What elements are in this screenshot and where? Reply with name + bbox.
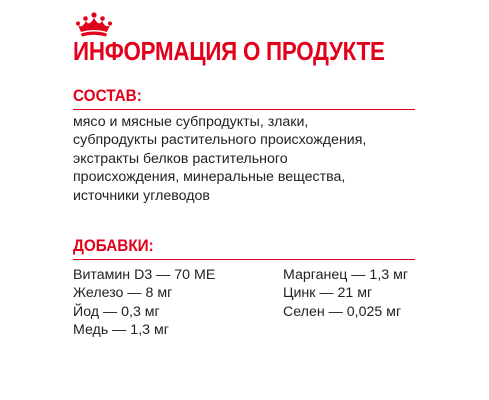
additives-section-header	[73, 236, 415, 260]
composition-line: происхождения, минеральные вещества,	[73, 169, 346, 186]
additive-item: Витамин D3 — 70 МЕ	[73, 267, 216, 283]
additives-heading: ДОБАВКИ:	[73, 236, 154, 255]
additive-item: Медь — 1,3 мг	[73, 322, 169, 339]
composition-line: экстракты белков растительного	[73, 150, 288, 167]
additive-item: Марганец — 1,3 мг	[283, 267, 409, 283]
additive-item: Железо — 8 мг	[73, 285, 173, 302]
composition-line: мясо и мясные субпродукты, злаки,	[73, 114, 309, 130]
composition-text	[73, 113, 418, 205]
composition-line: субпродукты растительного происхождения,	[73, 132, 367, 149]
composition-heading: СОСТАВ:	[73, 86, 142, 105]
additives-list-left	[73, 266, 215, 340]
additive-item: Селен — 0,025 мг	[283, 303, 402, 320]
additives-list-right	[283, 266, 408, 321]
composition-section-header	[73, 86, 415, 110]
additive-item: Цинк — 21 мг	[283, 285, 373, 302]
additive-item: Йод — 0,3 мг	[73, 303, 160, 320]
page-title: ИНФОРМАЦИЯ О ПРОДУКТЕ	[73, 36, 385, 66]
composition-line: источники углеводов	[73, 187, 210, 204]
royal-crown-icon	[74, 12, 114, 38]
